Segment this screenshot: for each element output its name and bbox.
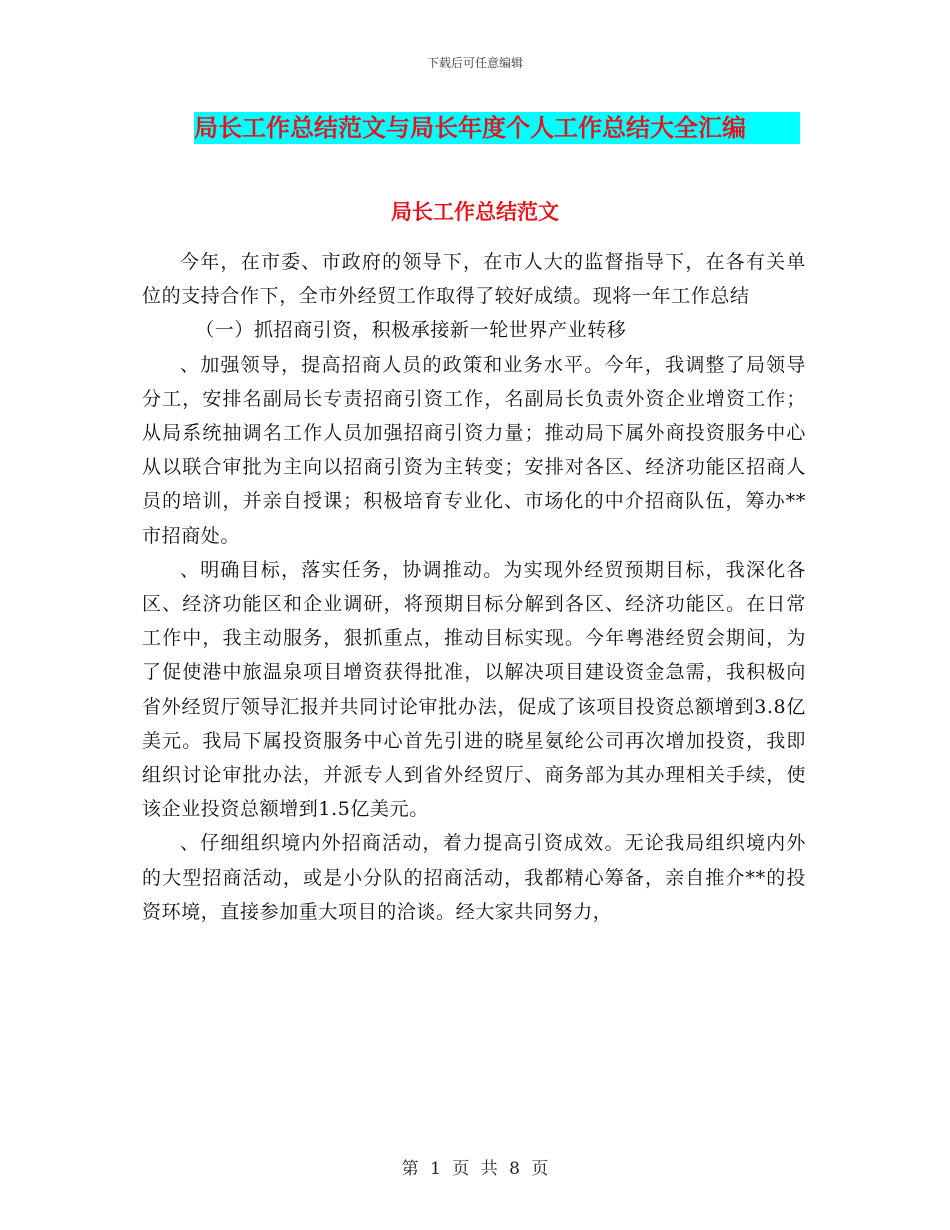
- page-footer: 第 1 页 共 8 页: [401, 1159, 549, 1179]
- paragraph-2: 、明确目标，落实任务，协调推动。为实现外经贸预期目标，我深化各区、经济功能区和企业调研，将预期目标分解到各区、经济功能区。在日常工作中，我主动服务，狠抓重点，推动目标实现。今年粤港经贸会期间，为了促使港中旅温泉项目增资获得批准，以解决项目建设资金急需，我积极向省外经贸厅领导汇报并共同讨论审批办法，促成了该项目投资总额增到3.8亿美元。我局下属投资服务中心首先引进的晓星氨纶公司再次增加投资，我即组织讨论审批办法，并派专人到省外经贸厅、商务部为其办理相关手续，使该企业投资总额增到1.5亿美元。: [142, 558, 806, 821]
- paragraph-1: 、加强领导，提高招商人员的政策和业务水平。今年，我调整了局领导分工，安排名副局长专责招商引资工作，名副局长负责外资企业增资工作；从局系统抽调名工作人员加强招商引资力量；推动局下属外商投资服务中心从以联合审批为主向以招商引资为主转变；安排对各区、经济功能区招商人员的培训，并亲自授课；积极培育专业化、市场化的中介招商队伍，筹办**市招商处。: [142, 353, 806, 547]
- main-title-highlight: [194, 112, 800, 144]
- header-note: 下载后可任意编辑: [426, 56, 523, 70]
- paragraph-heading: （一）抓招商引资，积极承接新一轮世界产业转移: [195, 319, 627, 342]
- section-title: 局长工作总结范文: [391, 200, 559, 224]
- paragraph-intro: 今年，在市委、市政府的领导下，在市人大的监督指导下，在各有关单位的支持合作下，全市外经贸工作取得了较好成绩。现将一年工作总结: [142, 251, 806, 308]
- main-title: 局长工作总结范文与局长年度个人工作总结大全汇编: [194, 114, 746, 142]
- paragraph-3: 、仔细组织境内外招商活动，着力提高引资成效。无论我局组织境内外的大型招商活动，或是小分队的招商活动，我都精心筹备，亲自推介**的投资环境，直接参加重大项目的洽谈。经大家共同努力，: [142, 832, 806, 923]
- body-text: [142, 245, 806, 929]
